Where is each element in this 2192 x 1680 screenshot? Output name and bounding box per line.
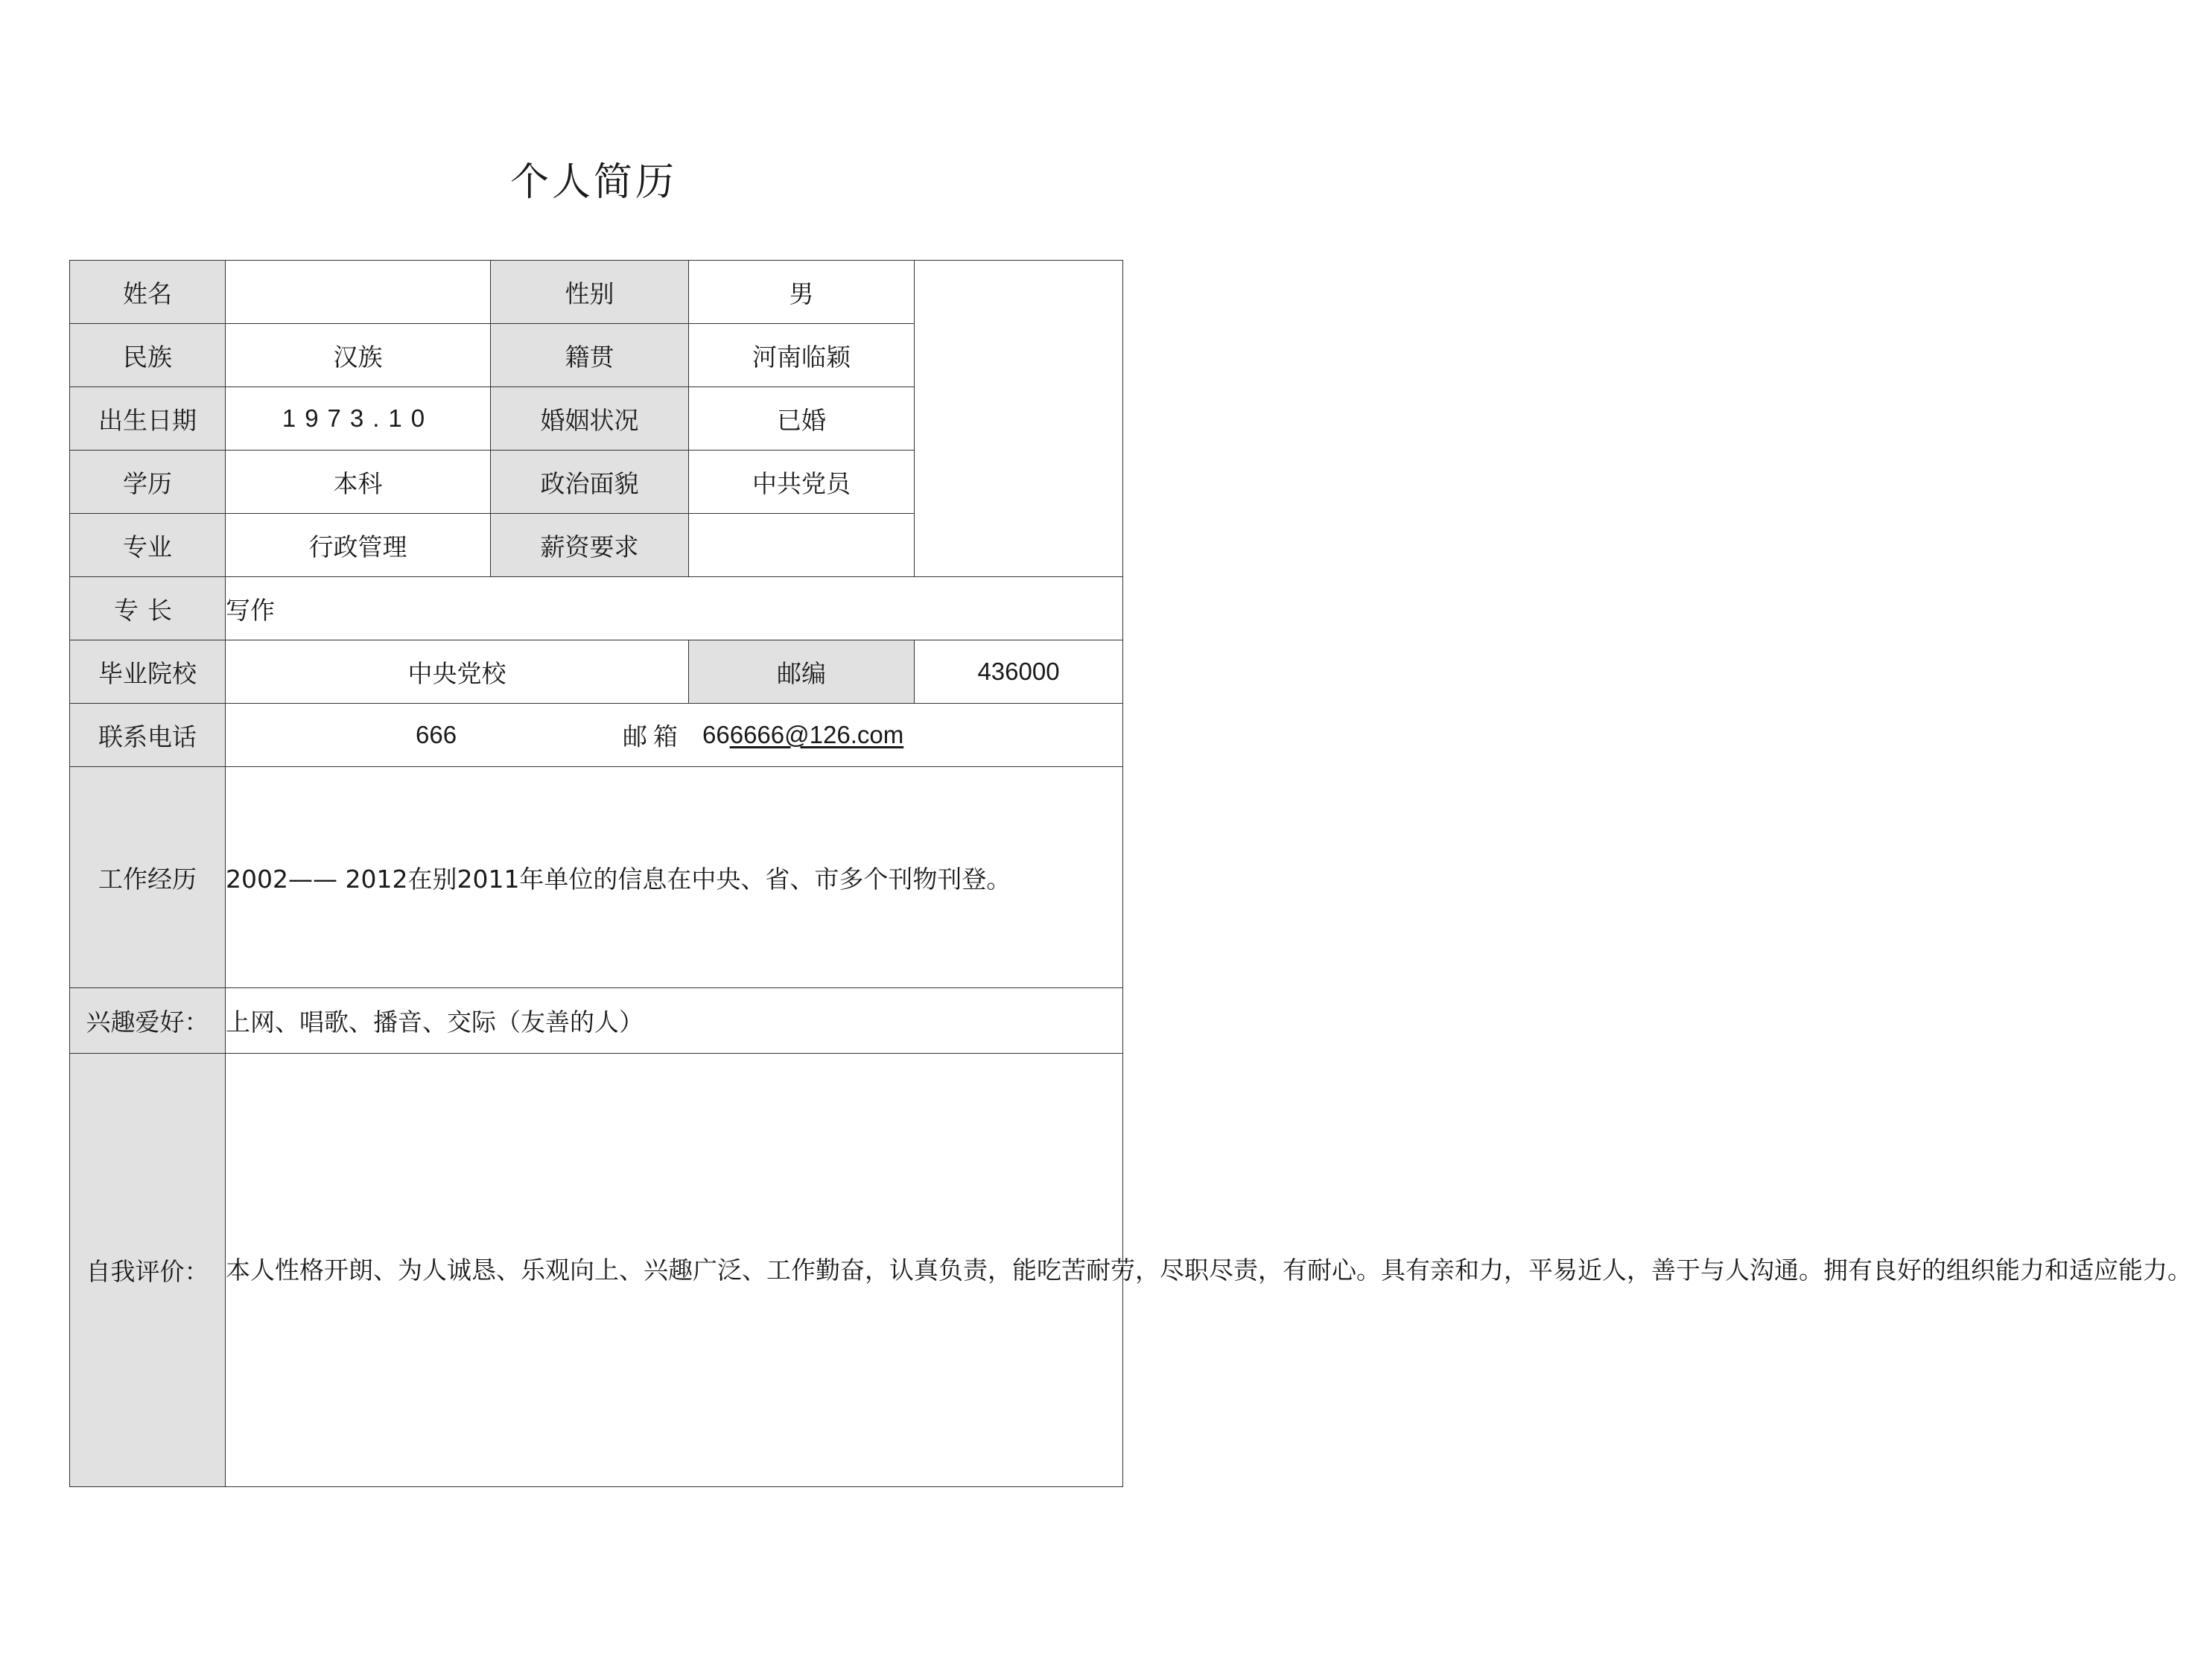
row-work-experience <box>70 767 1123 988</box>
ethnicity-label: 民族 <box>70 324 226 387</box>
school-label: 毕业院校 <box>70 640 226 704</box>
birth-date-value: 1973.10 <box>226 387 491 451</box>
native-place-value: 河南临颖 <box>689 324 915 387</box>
email-label: 邮箱 <box>623 722 684 751</box>
email-value[interactable] <box>702 721 903 749</box>
specialty-value: 写作 <box>226 577 1123 640</box>
political-status-label: 政治面貌 <box>491 451 689 514</box>
photo-cell <box>915 261 1123 577</box>
marital-status-value: 已婚 <box>689 387 915 451</box>
phone-label: 联系电话 <box>70 704 226 767</box>
name-label: 姓名 <box>70 261 226 324</box>
gender-label: 性别 <box>491 261 689 324</box>
name-value <box>226 261 491 324</box>
marital-status-label: 婚姻状况 <box>491 387 689 451</box>
self-evaluation-value: 本人性格开朗、为人诚恳、乐观向上、兴趣广泛、工作勤奋，认真负责，能吃苦耐劳，尽职尽责，有耐心。具有亲和力，平易近人，善于与人沟通。拥有良好的组织能力和适应能力。 <box>226 1054 1123 1487</box>
row-specialty <box>70 577 1123 640</box>
email-prefix: 66 <box>702 721 730 748</box>
birth-date-label: 出生日期 <box>70 387 226 451</box>
postcode-label: 邮编 <box>689 640 915 704</box>
row-name-gender <box>70 261 1123 324</box>
row-self-evaluation <box>70 1054 1123 1487</box>
row-school-postcode <box>70 640 1123 704</box>
hobbies-label: 兴趣爱好： <box>70 988 226 1054</box>
email-link[interactable]: 6666@126.com <box>729 721 904 748</box>
page-title: 个人简历 <box>509 160 677 205</box>
row-contact <box>70 704 1123 767</box>
school-value: 中央党校 <box>226 640 689 704</box>
political-status-value: 中共党员 <box>689 451 915 514</box>
self-evaluation-label: 自我评价： <box>70 1054 226 1487</box>
native-place-label: 籍贯 <box>491 324 689 387</box>
work-experience-value: 2002—— 2012在别2011年单位的信息在中央、省、市多个刊物刊登。 <box>226 767 1123 988</box>
ethnicity-value: 汉族 <box>226 324 491 387</box>
major-label: 专业 <box>70 514 226 577</box>
contact-cell <box>226 704 1123 767</box>
major-value: 行政管理 <box>226 514 491 577</box>
phone-value: 666 <box>416 721 457 748</box>
education-value: 本科 <box>226 451 491 514</box>
work-experience-label: 工作经历 <box>70 767 226 988</box>
specialty-label: 专长 <box>70 577 226 640</box>
salary-label: 薪资要求 <box>491 514 689 577</box>
hobbies-value: 上网、唱歌、播音、交际（友善的人） <box>226 988 1123 1054</box>
row-hobbies <box>70 988 1123 1054</box>
resume-table <box>69 260 2192 1487</box>
salary-value <box>689 514 915 577</box>
postcode-value: 436000 <box>915 640 1123 704</box>
education-label: 学历 <box>70 451 226 514</box>
gender-value: 男 <box>689 261 915 324</box>
